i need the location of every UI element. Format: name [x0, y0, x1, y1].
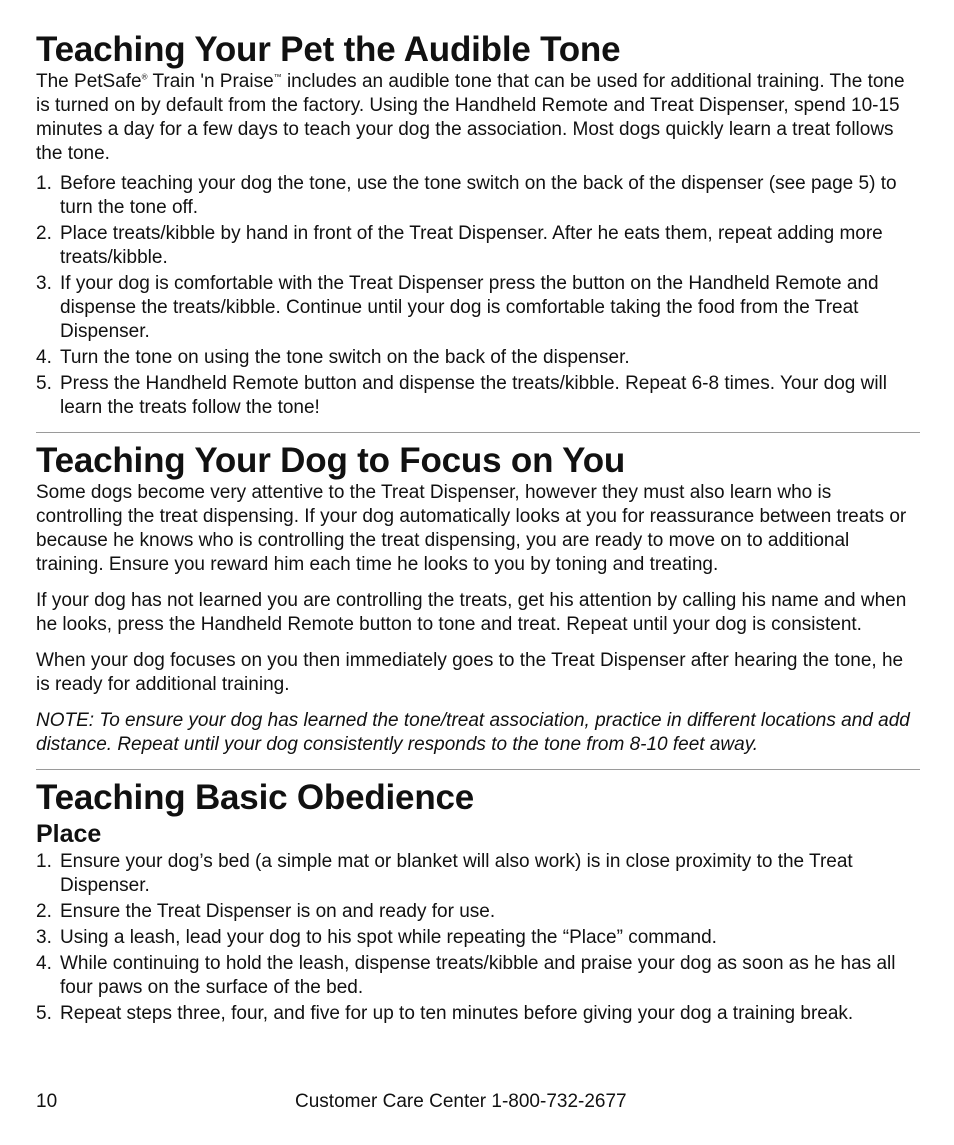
list-item-number: 4.	[36, 347, 52, 368]
section-divider	[36, 432, 920, 433]
list-item	[36, 926, 920, 950]
focus-paragraph-2: If your dog has not learned you are controlling the treats, get his attention by calling his name and when he looks, press the Handheld Remote button to tone and treat. Repeat until your dog is consistent.	[36, 590, 907, 635]
list-item	[36, 372, 920, 420]
list-item-number: 1.	[36, 173, 52, 194]
list-item-text: Using a leash, lead your dog to his spot while repeating the “Place” command.	[60, 927, 717, 948]
subsection-title-place: Place	[36, 820, 102, 848]
intro-product: Train 'n Praise	[147, 71, 274, 92]
intro-rest: includes an audible tone that can be used for additional training. The tone is turned on by default from the factory. Using the Handheld Remote and Treat Dispenser, spend 10-15 minutes a day for a few days to teach your dog the association. Most dogs quickly learn a treat follows the tone.	[36, 71, 905, 164]
list-item-text: Press the Handheld Remote button and dispense the treats/kibble. Repeat 6-8 times. Your dog will learn the treats follow the tone!	[60, 373, 888, 418]
focus-paragraph-1: Some dogs become very attentive to the Treat Dispenser, however they must also learn who is controlling the treat dispensing. If your dog automatically looks at you for reassurance between treats or because he knows who is controlling the treat dispensing, you are ready to move on to additional training. Ensure you reward him each time he looks to you by toning and treating.	[36, 482, 907, 575]
page-content	[36, 30, 920, 1026]
list-item-number: 2.	[36, 223, 52, 244]
list-item	[36, 900, 920, 924]
list-item	[36, 1002, 920, 1026]
list-item	[36, 346, 920, 370]
list-item-number: 5.	[36, 1003, 52, 1024]
intro-paragraph	[36, 70, 920, 166]
focus-paragraph-3: When your dog focuses on you then immediately goes to the Treat Dispenser after hearing the tone, he is ready for additional training.	[36, 650, 904, 695]
registered-mark: ®	[141, 72, 148, 82]
list-item-text: While continuing to hold the leash, dispense treats/kibble and praise your dog as soon as he has all four paws on the surface of the bed.	[60, 953, 896, 998]
list-item	[36, 952, 920, 1000]
customer-care-line: Customer Care Center 1-800-732-2677	[295, 1091, 627, 1112]
list-item-number: 1.	[36, 851, 52, 872]
section-focus-on-you	[36, 441, 920, 757]
list-item	[36, 222, 920, 270]
list-item	[36, 850, 920, 898]
list-item-text: Repeat steps three, four, and five for up to ten minutes before giving your dog a training break.	[60, 1003, 854, 1024]
list-item-text: Place treats/kibble by hand in front of the Treat Dispenser. After he eats them, repeat adding more treats/kibble.	[60, 223, 883, 268]
list-item-text: Turn the tone on using the tone switch on the back of the dispenser.	[60, 347, 630, 368]
list-item	[36, 272, 920, 344]
list-item-number: 2.	[36, 901, 52, 922]
tone-steps-list	[36, 172, 920, 420]
list-item-text: Ensure your dog’s bed (a simple mat or blanket will also work) is in close proximity to the Treat Dispenser.	[60, 851, 853, 896]
list-item-text: If your dog is comfortable with the Treat Dispenser press the button on the Handheld Remote and dispense the treats/kibble. Continue until your dog is comfortable taking the food from the Treat Dispenser.	[60, 273, 879, 342]
section-divider	[36, 769, 920, 770]
list-item	[36, 172, 920, 220]
place-steps-list	[36, 850, 920, 1026]
list-item-number: 4.	[36, 953, 52, 974]
section-title-audible-tone: Teaching Your Pet the Audible Tone	[36, 30, 621, 69]
section-audible-tone	[36, 30, 920, 420]
list-item-number: 3.	[36, 273, 52, 294]
intro-brand: The PetSafe	[36, 71, 142, 92]
section-title-obedience: Teaching Basic Obedience	[36, 778, 475, 817]
list-item-text: Before teaching your dog the tone, use the tone switch on the back of the dispenser (see page 5) to turn the tone off.	[60, 173, 897, 218]
list-item-text: Ensure the Treat Dispenser is on and ready for use.	[60, 901, 496, 922]
section-title-focus: Teaching Your Dog to Focus on You	[36, 441, 626, 480]
page-number: 10	[36, 1091, 58, 1112]
section-basic-obedience	[36, 778, 920, 1026]
trademark-mark: ™	[273, 72, 282, 82]
focus-note: NOTE: To ensure your dog has learned the tone/treat association, practice in different locations and add distance. Repeat until your dog consistently responds to the tone from 8-10 feet away.	[36, 710, 910, 755]
list-item-number: 3.	[36, 927, 52, 948]
list-item-number: 5.	[36, 373, 52, 394]
